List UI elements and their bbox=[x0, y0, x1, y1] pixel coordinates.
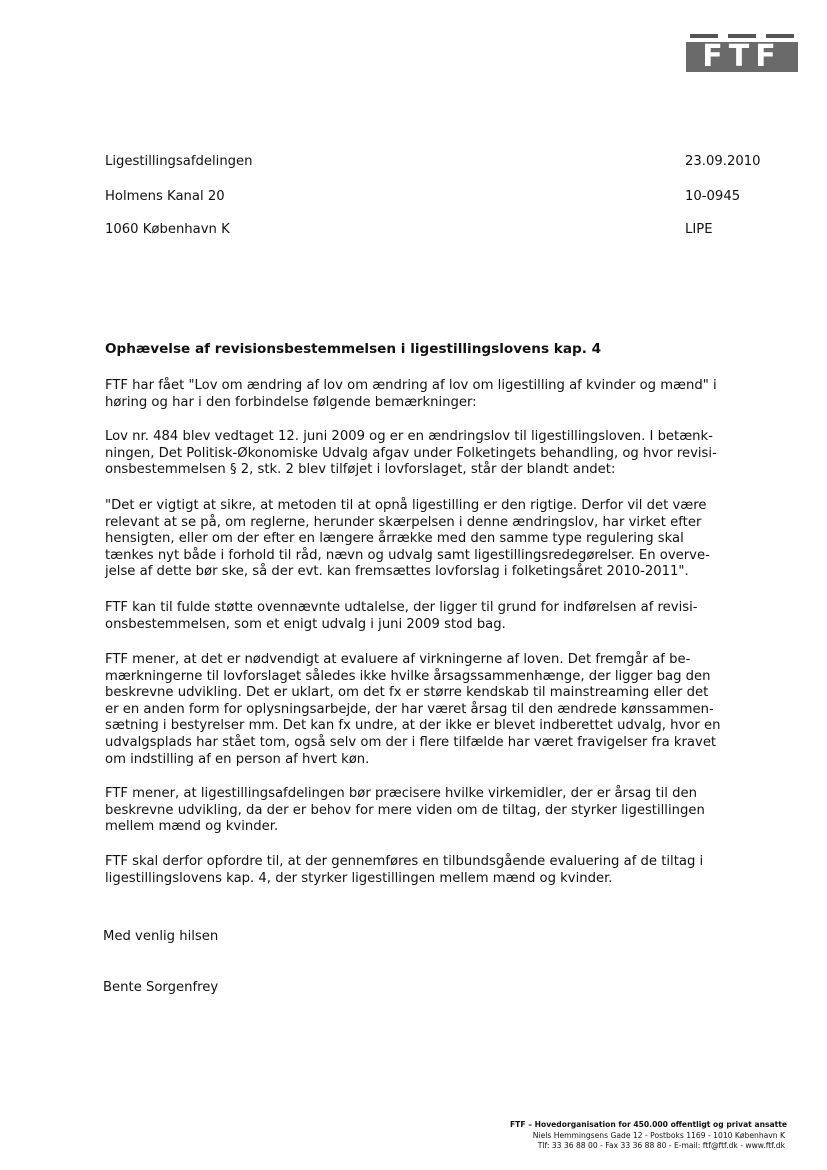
footer-contact: Tlf: 33 36 88 00 - Fax 33 36 88 80 - E-mail: ftf@ftf.dk - www.ftf.dk bbox=[537, 1141, 785, 1150]
signature-name: Bente Sorgenfrey bbox=[103, 980, 219, 995]
recipient-name: Ligestillingsafdelingen bbox=[105, 154, 253, 169]
paragraph-1 bbox=[105, 378, 717, 411]
closing-greeting: Med venlig hilsen bbox=[103, 929, 219, 944]
paragraph-line: tænkes nyt både i forhold til råd, nævn og udvalg samt ligestillingsredegørelser. En overve- bbox=[105, 547, 710, 563]
paragraph-line: sætning i bestyrelser mm. Det kan fx undre, at der ikke er blevet indberettet udvalg, hvor en bbox=[105, 718, 721, 734]
logo-text: FTF bbox=[686, 42, 798, 72]
paragraph-line: onsbestemmelsen § 2, stk. 2 blev tilføjet i lovforslaget, står der blandt andet: bbox=[105, 462, 616, 478]
paragraph-line: FTF kan til fulde støtte ovennævnte udtalelse, der ligger til grund for indførelsen af revisi- bbox=[105, 600, 698, 615]
paragraph-line: FTF mener, at ligestillingsafdelingen bør præcisere hvilke virkemidler, der er årsag til den bbox=[105, 786, 698, 801]
letter-initials: LIPE bbox=[685, 222, 713, 237]
paragraph-4 bbox=[105, 600, 698, 633]
paragraph-2 bbox=[105, 429, 717, 479]
paragraph-line: Lov nr. 484 blev vedtaget 12. juni 2009 og er en ændringslov til ligestillingsloven. I betænk- bbox=[105, 429, 713, 444]
paragraph-line: om indstilling af en person af hvert køn. bbox=[105, 751, 370, 767]
letter-footer bbox=[510, 1120, 788, 1152]
paragraph-5 bbox=[105, 652, 721, 768]
letter-reference: 10-0945 bbox=[685, 189, 741, 204]
paragraph-6 bbox=[105, 786, 705, 836]
letter-date: 23.09.2010 bbox=[685, 154, 761, 169]
letter-title: Ophævelse af revisionsbestemmelsen i ligestillingslovens kap. 4 bbox=[105, 341, 602, 357]
paragraph-line: er en anden form for oplysningsarbejde, der har været årsag til den ændrede kønssammen- bbox=[105, 701, 714, 717]
paragraph-line: mellem mænd og kvinder. bbox=[105, 819, 279, 835]
paragraph-line: FTF skal derfor opfordre til, at der gennemføres en tilbundsgående evaluering af de tiltag i bbox=[105, 854, 704, 869]
paragraph-line: relevant at se på, om reglerne, herunder skærpelsen i denne ændringslov, har virket efter bbox=[105, 514, 702, 530]
footer-address: Niels Hemmingsens Gade 12 - Postboks 1169 - 1010 København K bbox=[532, 1130, 785, 1140]
paragraph-line: ningen, Det Politisk-Økonomiske Udvalg afgav under Folketingets behandling, og hvor revisi- bbox=[105, 445, 717, 461]
paragraph-7 bbox=[105, 854, 704, 887]
paragraph-3-quote bbox=[105, 498, 710, 581]
paragraph-line: beskrevne udvikling, da der er behov for mere viden om de tiltag, der styrker ligestillingen bbox=[105, 802, 705, 818]
ftf-logo bbox=[686, 34, 798, 74]
paragraph-line: "Det er vigtigt at sikre, at metoden til at opnå ligestilling er den rigtige. Derfor vil det være bbox=[105, 498, 707, 513]
footer-organisation: FTF – Hovedorganisation for 450.000 offentligt og privat ansatte bbox=[510, 1120, 788, 1129]
paragraph-line: FTF mener, at det er nødvendigt at evaluere af virkningerne af loven. Det fremgår af be- bbox=[105, 652, 691, 667]
paragraph-line: onsbestemmelsen, som et enigt udvalg i juni 2009 stod bag. bbox=[105, 616, 506, 632]
paragraph-line: hensigten, eller om der efter en længere årrække med den samme type regulering skal bbox=[105, 531, 684, 547]
paragraph-line: beskrevne udvikling. Det er uklart, om det fx er større kendskab til mainstreaming eller det bbox=[105, 685, 709, 701]
paragraph-line: mærkningerne til lovforslaget således ikke hvilke årsagssammenhænge, der ligger bag den bbox=[105, 668, 711, 684]
paragraph-line: høring og har i den forbindelse følgende bemærkninger: bbox=[105, 394, 477, 410]
paragraph-line: jelse af dette bør ske, så der evt. kan fremsættes lovforslag i folketingsåret 2010-2011". bbox=[105, 564, 689, 580]
recipient-street: Holmens Kanal 20 bbox=[105, 189, 225, 204]
paragraph-line: ligestillingslovens kap. 4, der styrker ligestillingen mellem mænd og kvinder. bbox=[105, 870, 613, 886]
paragraph-line: FTF har fået "Lov om ændring af lov om ændring af lov om ligestilling af kvinder og mænd" i bbox=[105, 378, 717, 393]
paragraph-line: udvalgsplads har stået tom, også selv om der i flere tilfælde har været fravigelser fra kravet bbox=[105, 734, 717, 750]
recipient-city: 1060 København K bbox=[105, 222, 230, 237]
